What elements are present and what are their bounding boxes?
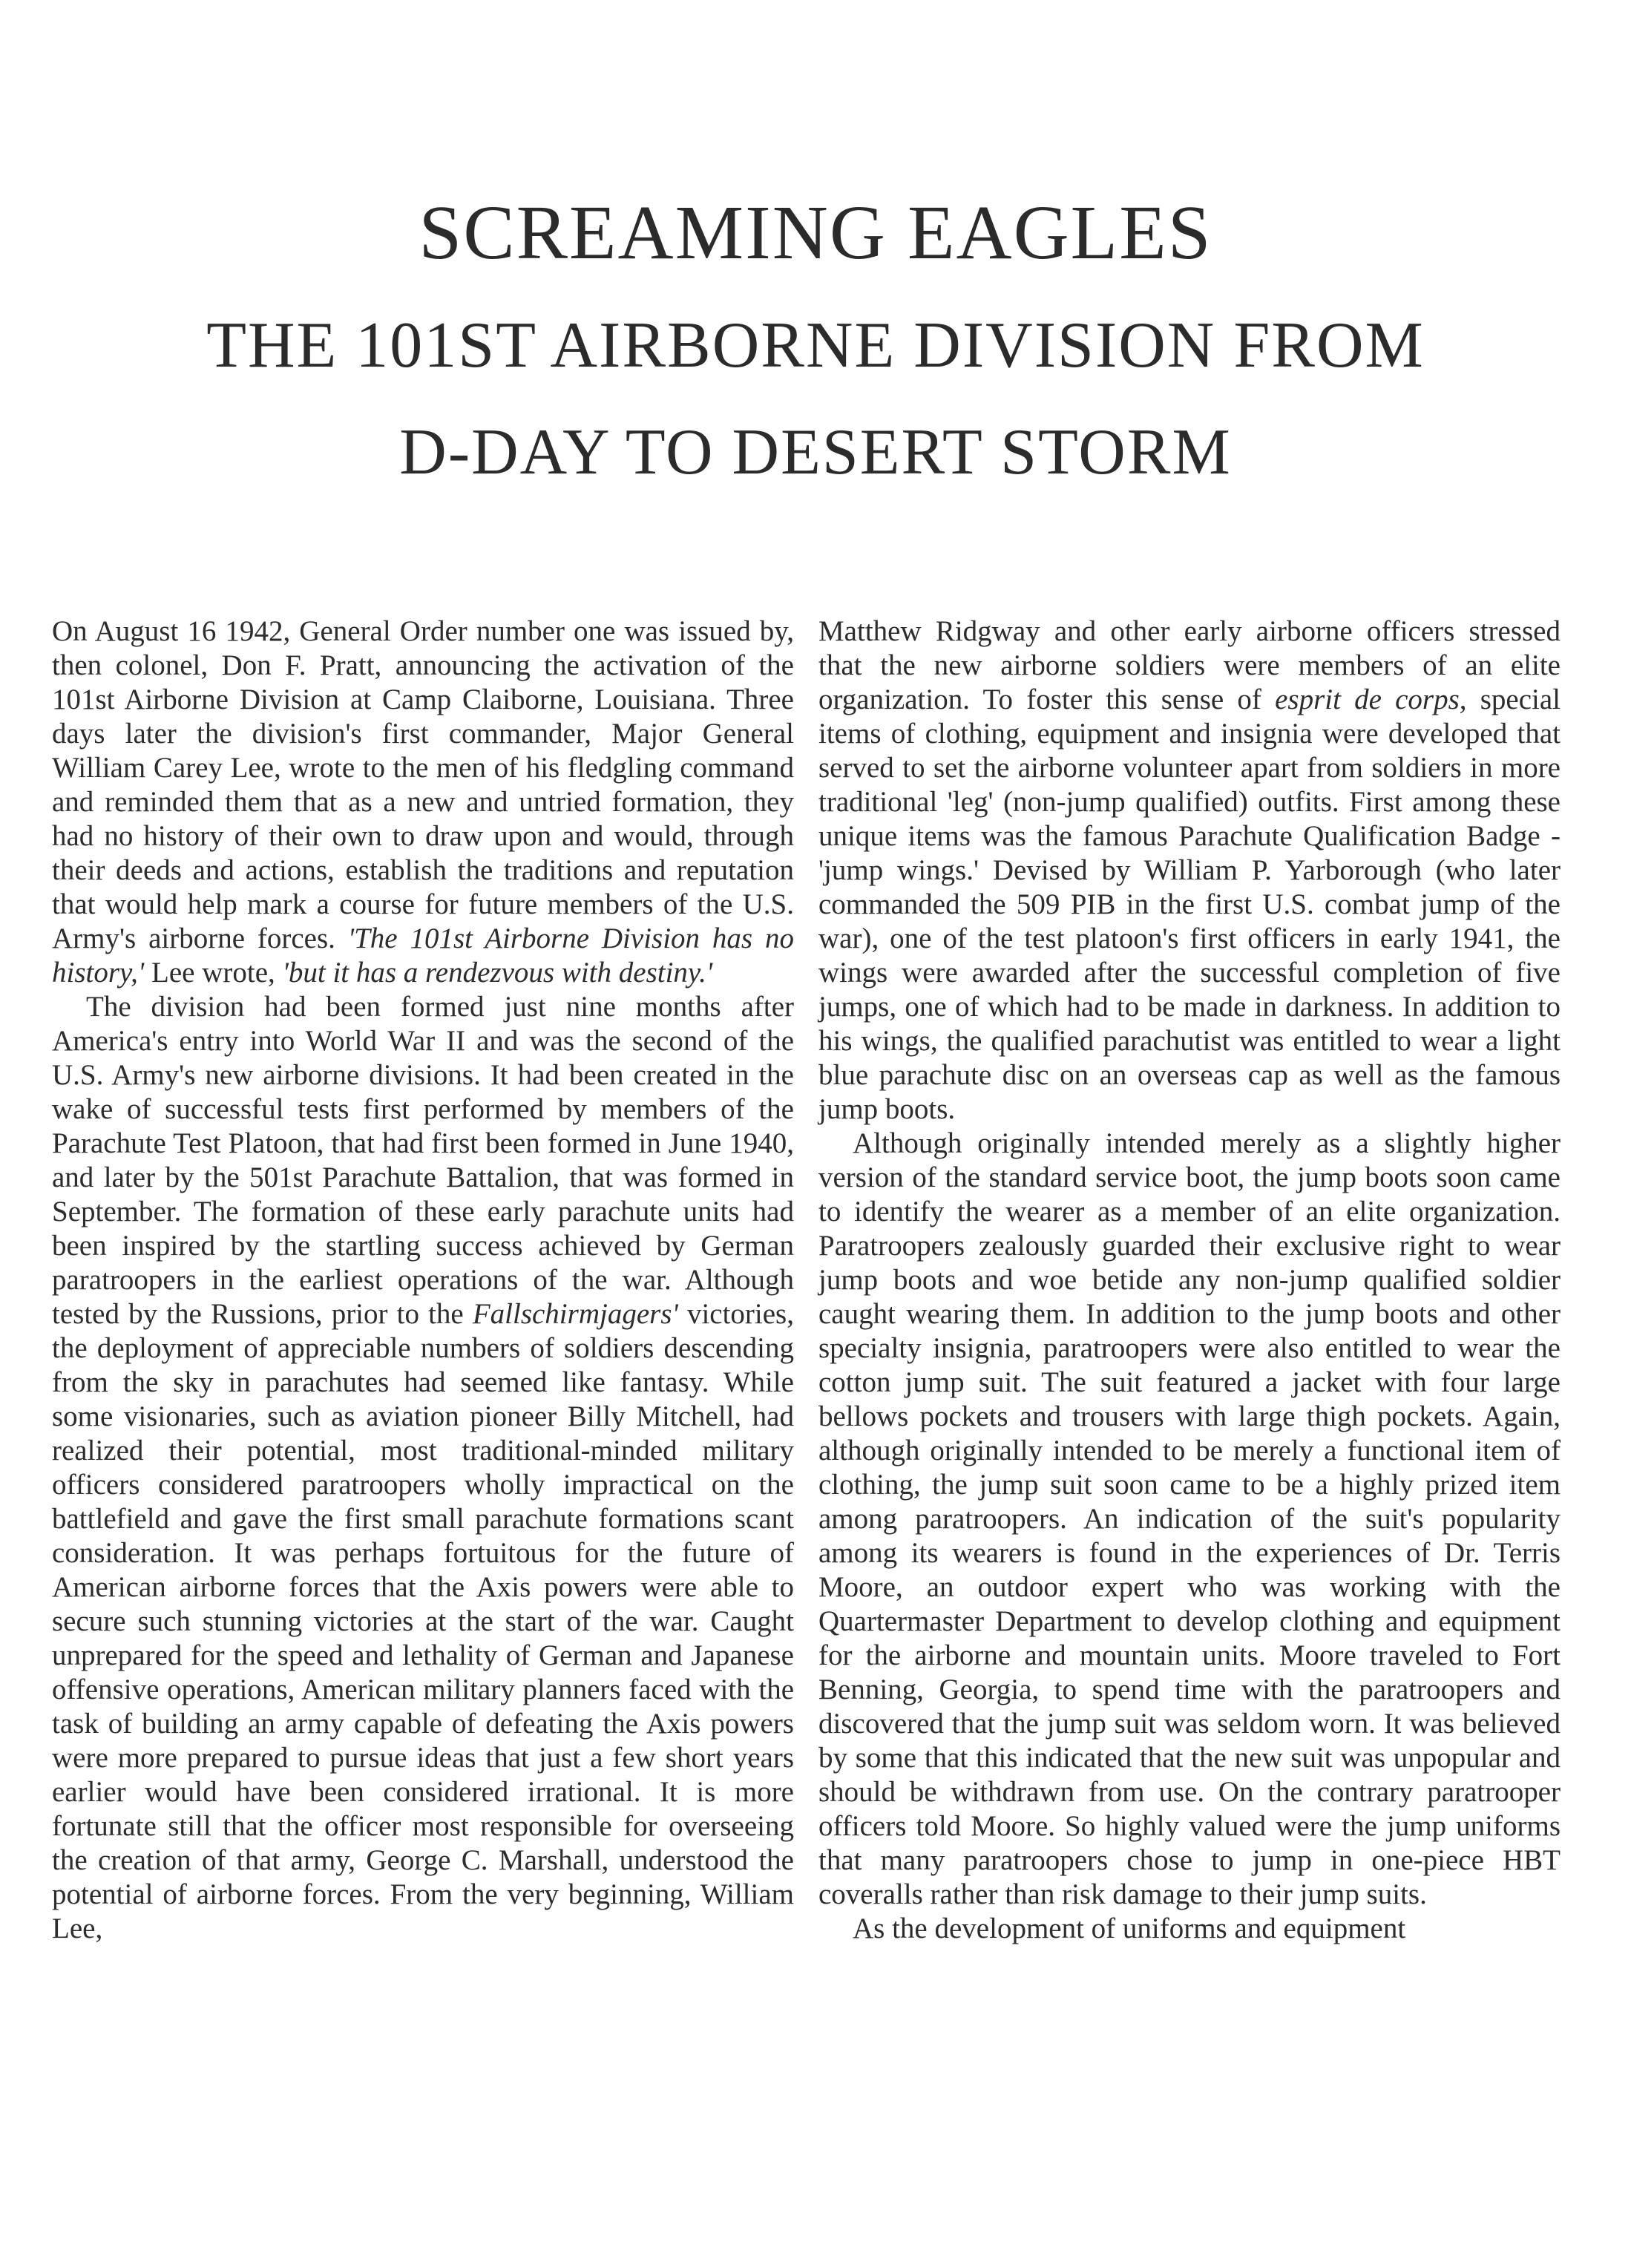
lee-quote-2: 'but it has a rendezvous with destiny.' [282,957,713,989]
subtitle-line-1: THE 101ST AIRBORNE DIVISION FROM [206,309,1425,381]
paragraph-1-text: On August 16 1942, General Order number one was issued by, then colonel, Don F. Pratt, announcing the activation of the 101st Airborne Division at Camp Claiborne, Louisiana. Three days later the division's first commander, Major General William Carey Lee, wrote to the men of his fledgling command and reminded them that as a new and untried formation, they had no history of their own to draw upon and would, through their deeds and actions, establish the traditions and reputation that would help mark a course for future members of the U.S. Army's airborne forces. [52,615,794,954]
subtitle-line-2: D-DAY TO DESERT STORM [399,416,1232,488]
paragraph-3-text: Matthew Ridgway and other early airborne officers stressed that the new airborne soldiers were members of an elite organization. To foster this sense of [818,615,1561,715]
paragraph-2-text-b: victories, the deployment of appreciable numbers of soldiers descending from the sky in parachutes had seemed like fantasy. While some visionaries, such as aviation pioneer Billy Mitchell, had realized their potential, most traditional-minded military officers considered paratroopers wholly impractical on the battlefield and gave the first small parachute formations scant consideration. It was perhaps fortuitous for the future of American airborne forces that the Axis powers were able to secure such stunning victories at the start of the war. Caught unprepared for the speed and lethality of German and Japanese offensive operations, American military planners faced with the task of building an army capable of defeating the Axis powers were more prepared to pursue ideas that just a few short years earlier would have been considered irrational. It is more fortunate still that the officer most responsible for overseeing the creation of that army, George C. Marshall, understood the potential of airborne forces. From the very beginning, William Lee, [52,1298,794,1944]
paragraph-1 [52,614,794,990]
paragraph-4: Although originally intended merely as a slightly higher version of the standard service boot, the jump boots soon came to identify the wearer as a member of an elite organization. Paratroopers zealously guarded their exclusive right to wear jump boots and woe betide any non-jump qualified soldier caught wearing them. In addition to the jump boots and other specialty insignia, paratroopers were also entitled to wear the cotton jump suit. The suit featured a jacket with four large bellows pockets and trousers with large thigh pockets. Again, although originally intended to be merely a functional item of clothing, the jump suit soon came to be a highly prized item among paratroopers. An indication of the suit's popularity among its wearers is found in the experiences of Dr. Terris Moore, an outdoor expert who was working with the Quartermaster Department to develop clothing and equipment for the airborne and mountain units. Moore traveled to Fort Benning, Georgia, to spend time with the paratroopers and discovered that the jump suit was seldom worn. It was believed by some that this indicated that the new suit was unpopular and should be withdrawn from use. On the contrary paratrooper officers told Moore. So highly valued were the jump uniforms that many paratroopers chose to jump in one-piece HBT coveralls rather than risk damage to their jump suits. [818,1127,1561,1910]
left-column [52,614,794,1946]
page-title: SCREAMING EAGLES [419,190,1212,275]
fallschirmjagers-term: Fallschirmjagers' [472,1298,678,1330]
paragraph-2 [52,990,794,1946]
paragraph-3 [818,614,1561,1127]
lee-quote-1: 'The 101st Airborne Division has no history,' [52,922,794,989]
paragraph-1-text-b: Lee wrote, [144,957,283,989]
title-block [0,190,1631,527]
paragraph-5: As the development of uniforms and equipment [853,1913,1406,1944]
paragraph-3-text-b: special items of clothing, equipment and insignia were developed that served to set the airborne volunteer apart from soldiers in more traditional 'leg' (non-jump qualified) outfits. First among these unique items was the famous Parachute Qualification Badge - 'jump wings.' Devised by William P. Yarborough (who later commanded the 509 PIB in the first U.S. combat jump of the war), one of the test platoon's first officers in early 1941, the wings were awarded after the successful completion of five jumps, one of which had to be made in darkness. In addition to his wings, the qualified parachutist was entitled to wear a light blue parachute disc on an overseas cap as well as the famous jump boots. [818,684,1561,1125]
paragraph-2-text: The division had been formed just nine months after America's entry into World War II and was the second of the U.S. Army's new airborne divisions. It had been created in the wake of successful tests first performed by members of the Parachute Test Platoon, that had first been formed in June 1940, and later by the 501st Parachute Battalion, that was formed in September. The formation of these early parachute units had been inspired by the startling success achieved by German paratroopers in the earliest operations of the war. Although tested by the Russions, prior to the [52,991,794,1330]
esprit-de-corps-term: esprit de corps, [1275,684,1467,715]
right-column [818,614,1561,1946]
